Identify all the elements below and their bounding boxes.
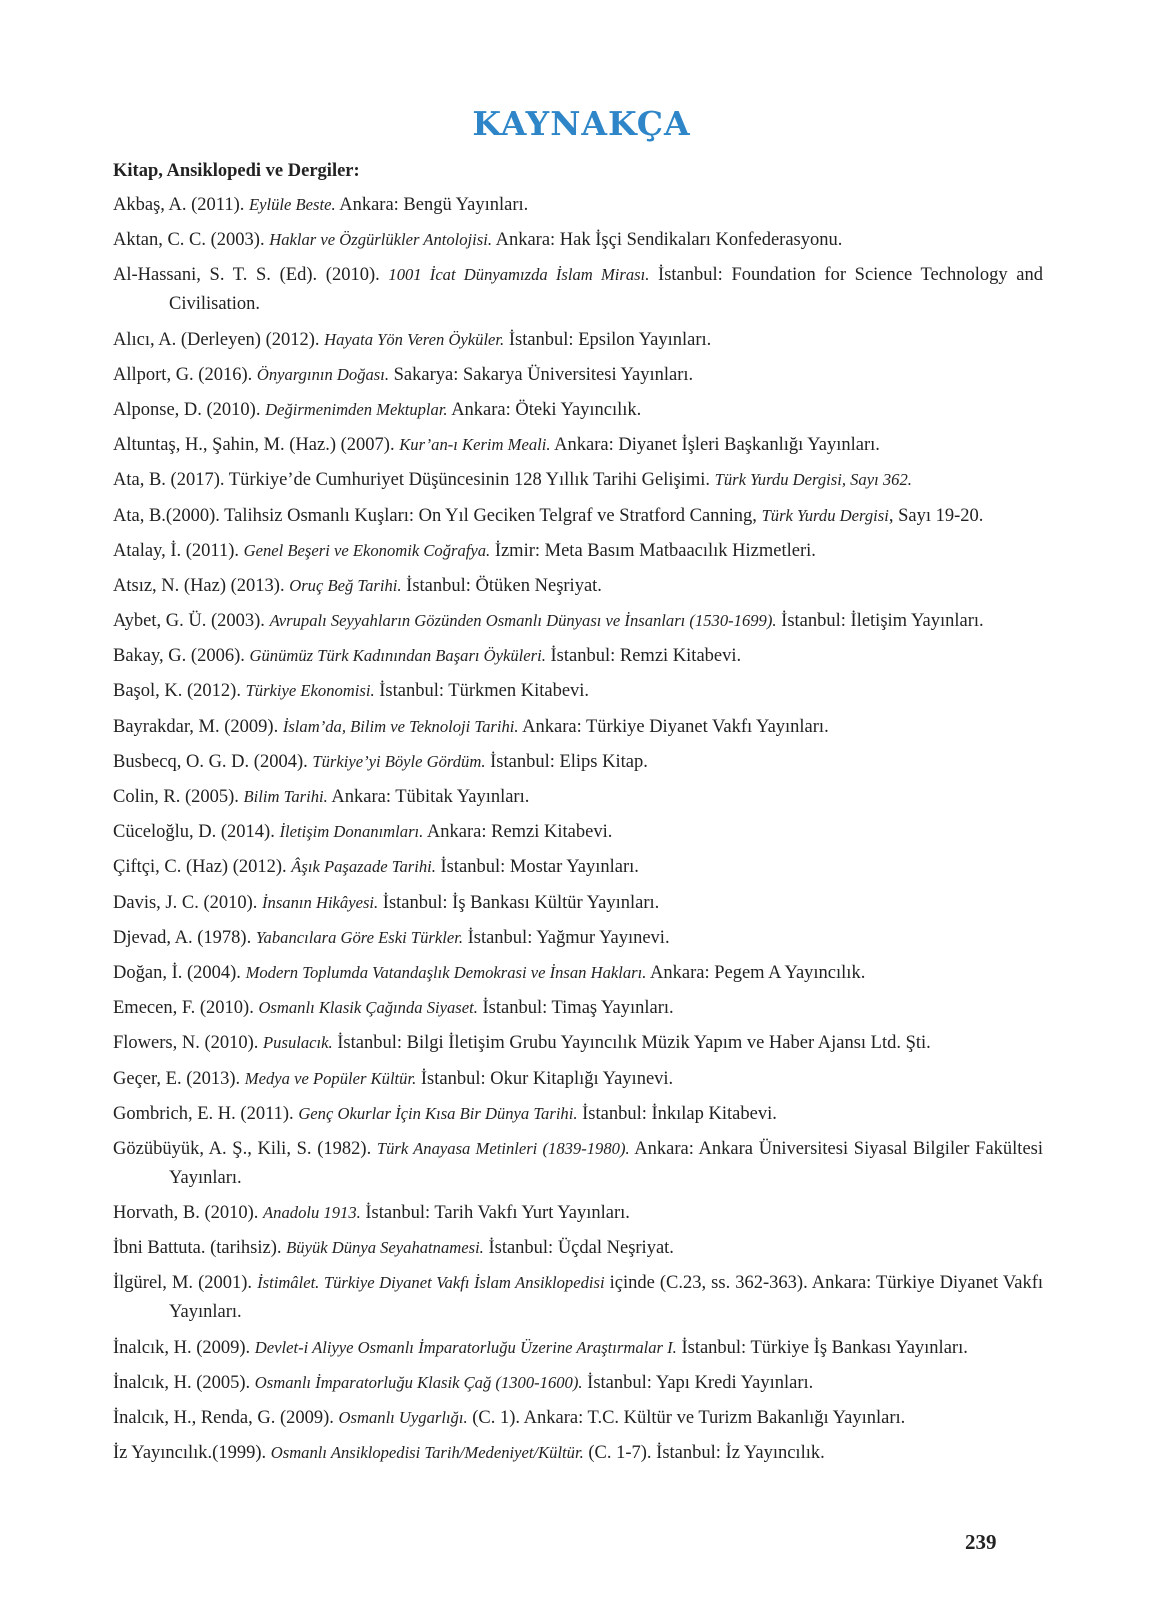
reference-entry — [113, 1198, 1043, 1228]
reference-text: Ankara: Pegem A Yayıncılık. — [646, 962, 866, 983]
reference-title: Genel Beşeri ve Ekonomik Coğrafya. — [243, 540, 491, 560]
reference-text: (C. 1-7). İstanbul: İz Yayıncılık. — [583, 1443, 825, 1464]
reference-text: İstanbul: Tarih Vakfı Yurt Yayınları. — [360, 1203, 630, 1224]
reference-entry — [113, 1099, 1043, 1129]
reference-entry — [113, 817, 1043, 847]
reference-text: Bakay, G. (2006). — [113, 646, 250, 667]
reference-entry — [113, 430, 1043, 460]
reference-text: Doğan, İ. (2004). — [113, 962, 246, 983]
reference-entry — [113, 360, 1043, 390]
reference-entry — [113, 1134, 1043, 1193]
reference-text: İstanbul: İş Bankası Kültür Yayınları. — [378, 892, 660, 913]
reference-title: Avrupalı Seyyahların Gözünden Osmanlı Dünyası ve İnsanları (1530-1699). — [269, 611, 777, 631]
reference-title: Kur’an-ı Kerim Meali. — [399, 435, 551, 455]
reference-entry — [113, 641, 1043, 671]
reference-text: Çiftçi, C. (Haz) (2012). — [113, 857, 292, 878]
reference-entry — [113, 782, 1043, 812]
reference-text: Alıcı, A. (Derleyen) (2012). — [113, 329, 325, 350]
reference-text: İstanbul: Foundation for Science Technology and Civilisation. — [169, 265, 1043, 315]
reference-title: İstimâlet. Türkiye Diyanet Vakfı İslam Ansiklopedisi — [257, 1273, 605, 1293]
reference-text: İstanbul: Remzi Kitabevi. — [545, 646, 742, 667]
reference-title: Osmanlı Ansiklopedisi Tarih/Medeniyet/Kültür. — [270, 1443, 584, 1463]
reference-entry — [113, 1268, 1043, 1327]
reference-title: Oruç Beğ Tarihi. — [289, 575, 402, 595]
reference-text: İnalcık, H., Renda, G. (2009). — [113, 1408, 339, 1428]
reference-text: Ankara: Türkiye Diyanet Vakfı Yayınları. — [518, 716, 829, 737]
reference-text: Ankara: Ankara Üniversitesi Siyasal Bilgiler Fakültesi Yayınları. — [169, 1138, 1043, 1188]
reference-title: Haklar ve Özgürlükler Antolojisi. — [269, 230, 492, 250]
reference-text: Flowers, N. (2010). — [113, 1033, 264, 1054]
reference-text: Aybet, G. Ü. (2003). — [113, 611, 270, 632]
reference-entry — [113, 712, 1043, 742]
reference-entry — [113, 571, 1043, 601]
reference-text: Ankara: Bengü Yayınları. — [335, 195, 529, 215]
reference-text: İz Yayıncılık.(1999). — [113, 1443, 271, 1464]
reference-text: Atalay, İ. (2011). — [113, 540, 244, 561]
reference-entry — [113, 1368, 1043, 1398]
reference-text: Ata, B.(2000). Talihsiz Osmanlı Kuşları: On Yıl Geciken Telgraf ve Stratford Canning, — [113, 505, 762, 526]
reference-text: İzmir: Meta Basım Matbaacılık Hizmetleri. — [490, 540, 816, 561]
reference-title: Osmanlı Klasik Çağında Siyaset. — [258, 998, 478, 1018]
reference-text: İstanbul: Elips Kitap. — [485, 751, 648, 772]
reference-text: içinde (C.23, ss. 362-363). Ankara: Türkiye Diyanet Vakfı Yayınları. — [169, 1273, 1043, 1323]
page-title: KAYNAKÇA — [472, 104, 691, 143]
reference-entry — [113, 1333, 1043, 1363]
reference-entry — [113, 852, 1043, 882]
reference-text: Akbaş, A. (2011). — [113, 195, 249, 215]
reference-text: (C. 1). Ankara: T.C. Kültür ve Turizm Bakanlığı Yayınları. — [467, 1408, 906, 1428]
reference-text: İstanbul: Timaş Yayınları. — [477, 998, 674, 1019]
reference-text: İstanbul: Ötüken Neşriyat. — [401, 575, 602, 596]
reference-entry — [113, 1028, 1043, 1058]
reference-text: İstanbul: Mostar Yayınları. — [435, 857, 639, 878]
reference-text: Ankara: Tübitak Yayınları. — [327, 787, 530, 807]
reference-text: İstanbul: Epsilon Yayınları. — [504, 329, 712, 350]
reference-text: Cüceloğlu, D. (2014). — [113, 822, 280, 843]
reference-text: Başol, K. (2012). — [113, 681, 246, 702]
reference-title: Yabancılara Göre Eski Türkler. — [255, 927, 463, 947]
reference-entry — [113, 395, 1043, 425]
reference-text: İstanbul: İletişim Yayınları. — [776, 611, 984, 632]
reference-text: İstanbul: Bilgi İletişim Grubu Yayıncılık Müzik Yapım ve Haber Ajansı Ltd. Şti. — [332, 1033, 931, 1054]
reference-title: Günümüz Türk Kadınından Başarı Öyküleri. — [249, 646, 546, 666]
reference-text: İstanbul: Okur Kitaplığı Yayınevi. — [416, 1068, 674, 1089]
reference-text: Allport, G. (2016). — [113, 364, 257, 385]
reference-title: Modern Toplumda Vatandaşlık Demokrasi ve İnsan Hakları. — [245, 962, 647, 982]
reference-text: İnalcık, H. (2009). — [113, 1337, 255, 1358]
reference-title: Osmanlı Uygarlığı. — [338, 1408, 468, 1427]
reference-text: İnalcık, H. (2005). — [113, 1372, 255, 1393]
reference-entry — [113, 747, 1043, 777]
reference-text: Gombrich, E. H. (2011). — [113, 1103, 299, 1124]
reference-entry — [113, 225, 1043, 255]
reference-title: Pusulacık. — [263, 1033, 333, 1053]
reference-title: İslam’da, Bilim ve Teknoloji Tarihi. — [282, 716, 519, 736]
reference-title: Hayata Yön Veren Öyküler. — [324, 329, 505, 349]
reference-title: Devlet-i Aliyye Osmanlı İmparatorluğu Üzerine Araştırmalar I. — [254, 1337, 677, 1357]
reference-text: Colin, R. (2005). — [113, 787, 244, 807]
reference-text: Atsız, N. (Haz) (2013). — [113, 575, 290, 596]
reference-title: Genç Okurlar İçin Kısa Bir Dünya Tarihi. — [298, 1103, 578, 1123]
reference-entry — [113, 958, 1043, 988]
reference-title: Büyük Dünya Seyahatnamesi. — [286, 1238, 484, 1258]
reference-entry — [113, 993, 1043, 1023]
reference-entry — [113, 1064, 1043, 1094]
reference-title: Âşık Paşazade Tarihi. — [291, 857, 436, 877]
reference-text: Davis, J. C. (2010). — [113, 892, 263, 913]
reference-text: Ankara: Öteki Yayıncılık. — [447, 399, 642, 420]
reference-text: İlgürel, M. (2001). — [113, 1273, 258, 1294]
reference-text: Aktan, C. C. (2003). — [113, 230, 270, 251]
reference-entry — [113, 260, 1043, 319]
reference-title: Türk Anayasa Metinleri (1839-1980). — [376, 1138, 630, 1158]
reference-text: Sakarya: Sakarya Üniversitesi Yayınları. — [389, 364, 694, 385]
reference-entry — [113, 1438, 1043, 1468]
reference-title: Bilim Tarihi. — [243, 787, 328, 806]
reference-title: Anadolu 1913. — [263, 1203, 361, 1223]
reference-text: , Sayı 19-20. — [888, 505, 984, 526]
reference-text: Ankara: Diyanet İşleri Başkanlığı Yayınları. — [550, 435, 880, 456]
section-heading: Kitap, Ansiklopedi ve Dergiler: — [113, 161, 360, 181]
reference-text: Altuntaş, H., Şahin, M. (Haz.) (2007). — [113, 435, 400, 456]
reference-title: Değirmenimden Mektuplar. — [265, 399, 448, 419]
reference-title: Önyargının Doğası. — [256, 364, 390, 384]
reference-text: Bayrakdar, M. (2009). — [113, 716, 283, 737]
reference-title: Osmanlı İmparatorluğu Klasik Çağ (1300-1600). — [254, 1372, 583, 1392]
reference-entry — [113, 465, 1043, 495]
reference-list — [113, 190, 1043, 1473]
reference-text: İstanbul: İnkılap Kitabevi. — [577, 1103, 777, 1124]
reference-text: Busbecq, O. G. D. (2004). — [113, 751, 313, 772]
reference-text: Horvath, B. (2010). — [113, 1203, 264, 1224]
reference-text: Ankara: Remzi Kitabevi. — [423, 822, 613, 843]
reference-title: İnsanın Hikâyesi. — [262, 892, 379, 912]
reference-title: Türkiye’yi Böyle Gördüm. — [312, 751, 486, 771]
reference-text: İstanbul: Türkiye İş Bankası Yayınları. — [676, 1337, 968, 1358]
reference-text: Emecen, F. (2010). — [113, 998, 259, 1019]
reference-entry — [113, 501, 1043, 531]
reference-title: Türkiye Ekonomisi. — [245, 681, 375, 701]
reference-entry — [113, 1403, 1043, 1433]
reference-title: Türk Yurdu Dergisi — [761, 505, 889, 525]
reference-text: İstanbul: Üçdal Neşriyat. — [483, 1238, 674, 1259]
reference-text: Ata, B. (2017). Türkiye’de Cumhuriyet Düşüncesinin 128 Yıllık Tarihi Gelişimi. — [113, 470, 715, 491]
reference-entry — [113, 923, 1043, 953]
reference-entry — [113, 1233, 1043, 1263]
reference-entry — [113, 606, 1043, 636]
reference-title: Türk Yurdu Dergisi, Sayı 362. — [714, 470, 912, 490]
reference-text: Ankara: Hak İşçi Sendikaları Konfederasyonu. — [492, 230, 843, 251]
reference-entry — [113, 325, 1043, 355]
reference-title: Eylüle Beste. — [249, 195, 336, 214]
reference-text: İstanbul: Yapı Kredi Yayınları. — [582, 1372, 814, 1393]
reference-title: İletişim Donanımları. — [279, 822, 424, 842]
reference-title: Medya ve Popüler Kültür. — [244, 1068, 417, 1088]
reference-text: Gözübüyük, A. Ş., Kili, S. (1982). — [113, 1138, 377, 1159]
reference-entry — [113, 536, 1043, 566]
page-number: 239 — [965, 1530, 997, 1554]
reference-entry — [113, 190, 1043, 220]
reference-entry — [113, 676, 1043, 706]
reference-text: Geçer, E. (2013). — [113, 1068, 245, 1089]
reference-text: İstanbul: Yağmur Yayınevi. — [462, 927, 670, 948]
reference-text: Djevad, A. (1978). — [113, 927, 256, 948]
reference-text: İbni Battuta. (tarihsiz). — [113, 1238, 287, 1259]
reference-title: 1001 İcat Dünyamızda İslam Mirası. — [388, 265, 650, 285]
reference-text: Alponse, D. (2010). — [113, 399, 266, 420]
reference-entry — [113, 888, 1043, 918]
reference-text: Al-Hassani, S. T. S. (Ed). (2010). — [113, 265, 389, 286]
reference-text: İstanbul: Türkmen Kitabevi. — [374, 681, 590, 702]
